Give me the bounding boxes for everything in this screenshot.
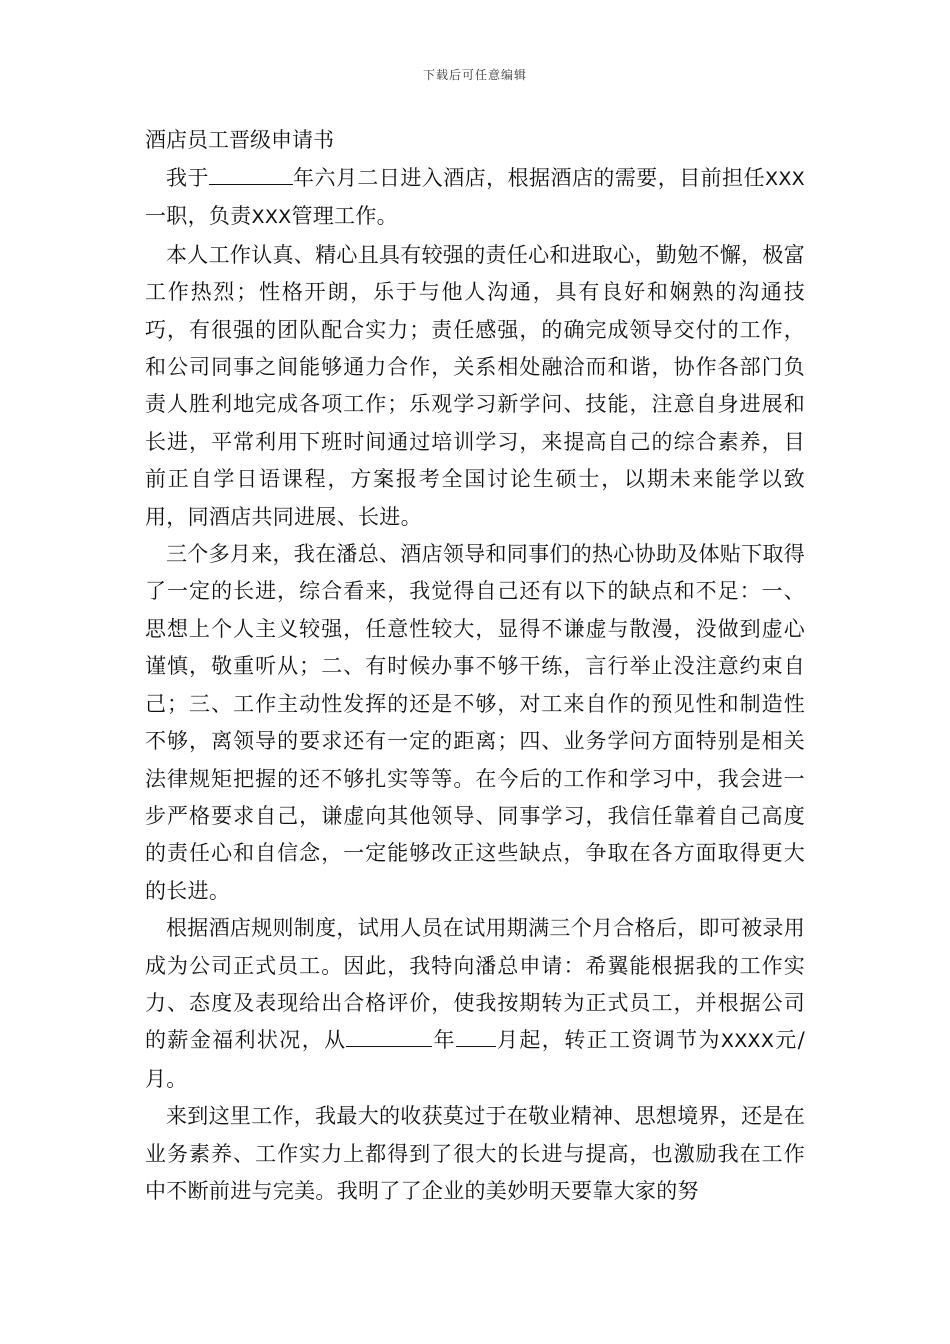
p4-text-b: 年	[432, 1028, 456, 1053]
document-body	[145, 122, 805, 1210]
p1-text-a: 我于	[166, 166, 209, 190]
paragraph-1	[145, 160, 805, 237]
p1-text-f: 管理工作。	[291, 204, 398, 229]
header-note: 下载后可任意编辑	[422, 68, 527, 82]
paragraph-5: 来到这里工作，我最大的收获莫过于在敬业精神、思想境界，还是在业务素养、工作实力上都得到了很大的长进与提高，也激励我在工作中不断前进与完美。我明了了企业的美妙明天要靠大家的努	[145, 1104, 805, 1203]
p4-text-c: 月起，转正工资调节为	[495, 1028, 721, 1053]
p1-text-d: 一职，负责	[145, 204, 252, 229]
salary-placeholder: XXXX	[720, 1030, 775, 1053]
p4-text-e: 元/月。	[145, 1028, 806, 1091]
document-title: 酒店员工晋级申请书	[145, 128, 334, 152]
start-month-blank	[456, 1028, 496, 1047]
position-placeholder: XXX	[765, 168, 805, 190]
p1-text-b: 年六月二日进入酒店，根据酒店的需要，目前担任	[292, 166, 766, 190]
paragraph-4	[145, 910, 805, 1098]
year-blank	[209, 166, 293, 185]
department-placeholder: XXX	[251, 206, 292, 229]
paragraph-2: 本人工作认真、精心且具有较强的责任心和进取心，勤勉不懈，极富工作热烈；性格开朗，乐于与他人沟通，具有良好和娴熟的沟通技巧，有很强的团队配合实力；责任感强，的确完成领导交付的工作，和公司同事之间能够通力合作，关系相处融洽而和谐，协作各部门负责人胜利地完成各项工作；乐观学习新学问、技能，注意自身进展和长进，平常利用下班时间通过培训学习，来提高自己的综合素养，目前正自学日语课程，方案报考全国讨论生硕士，以期未来能学以致用，同酒店共同进展、长进。	[145, 242, 805, 529]
start-year-blank	[346, 1028, 432, 1047]
paragraph-3: 三个多月来，我在潘总、酒店领导和同事们的热心协助及体贴下取得了一定的长进，综合看来，我觉得自己还有以下的缺点和不足：一、思想上个人主义较强，任意性较大，显得不谦虚与散漫，没做到虚心谨慎，敬重听从；二、有时候办事不够干练，言行举止没注意约束自己；三、工作主动性发挥的还是不够，对工来自作的预见性和制造性不够，离领导的要求还有一定的距离；四、业务学问方面特别是相关法律规矩把握的还不够扎实等等。在今后的工作和学习中，我会进一步严格要求自己，谦虚向其他领导、同事学习，我信任靠着自己高度的责任心和自信念，一定能够改正这些缺点，争取在各方面取得更大的长进。	[145, 542, 805, 903]
p4-text-a: 根据酒店规则制度，试用人员在试用期满三个月合格后，即可被录用成为公司正式员工。因此，我特向潘总申请：希翼能根据我的工作实力、态度及表现给出合格评价，使我按期转为正式员工，并根据公司的薪金福利状况，从	[145, 916, 805, 1053]
